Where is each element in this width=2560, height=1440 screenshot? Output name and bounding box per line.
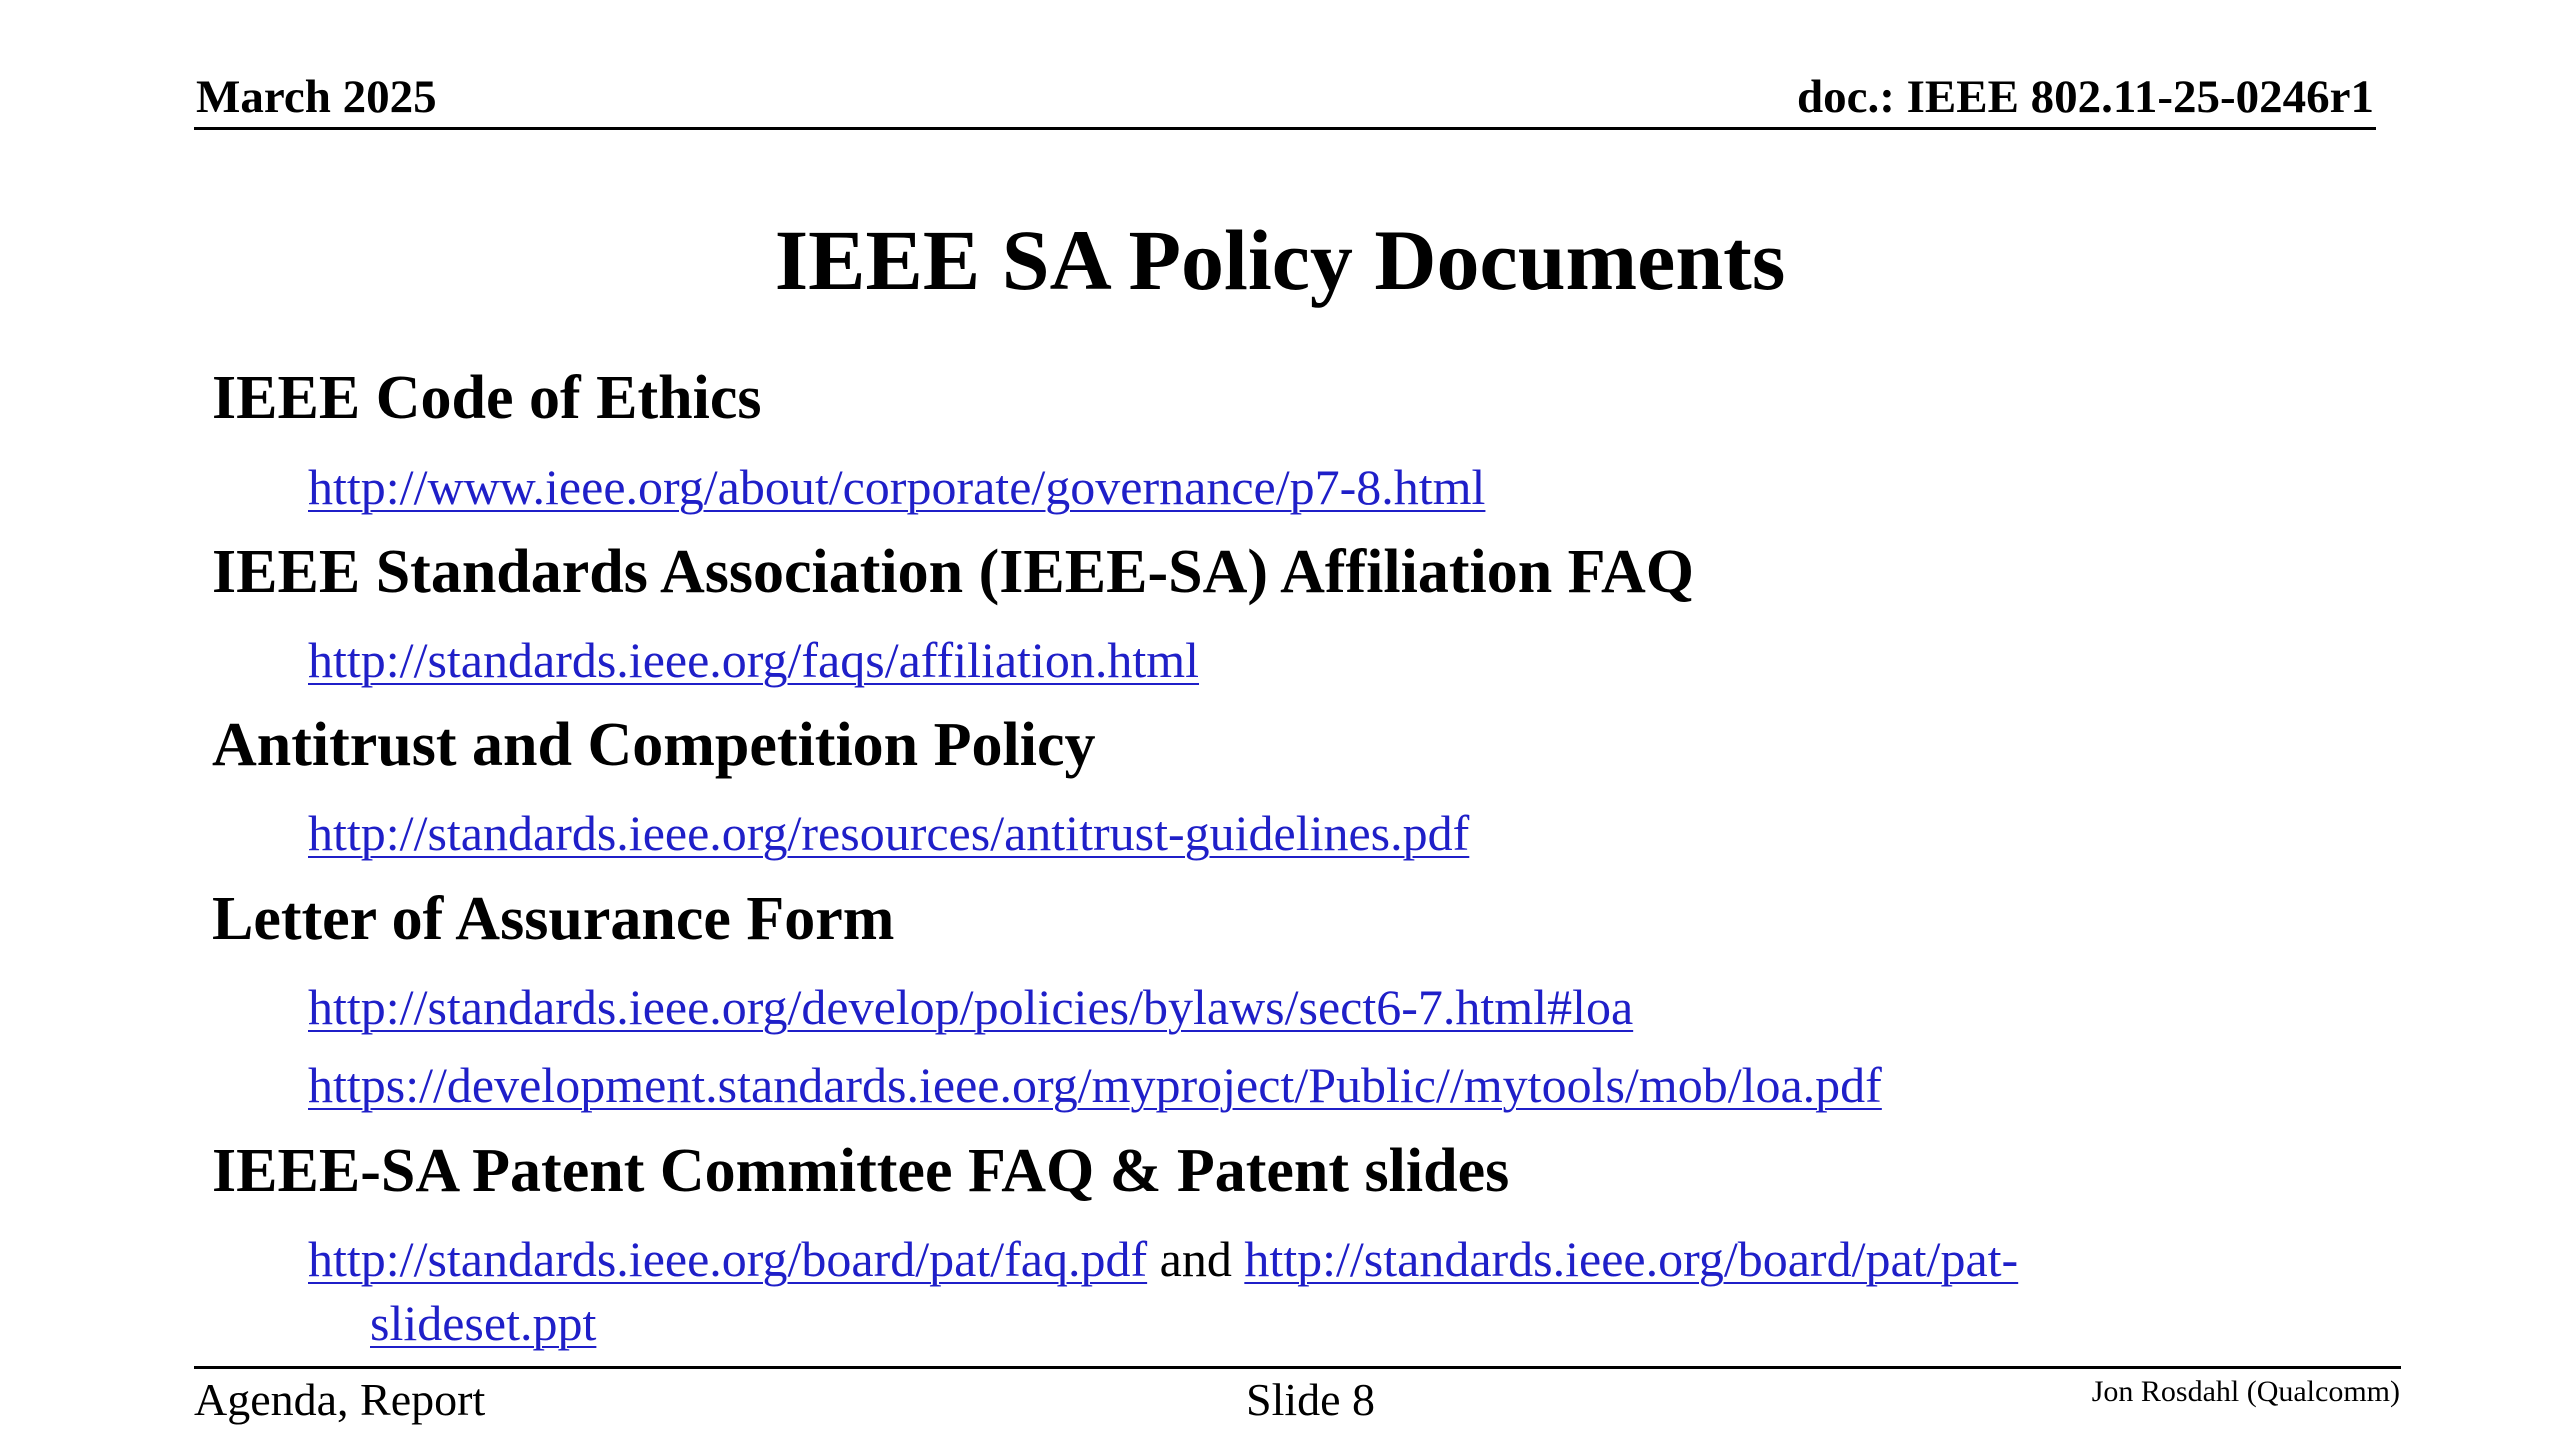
link-line-patent: [308, 1230, 2018, 1288]
link-line-antitrust: [308, 804, 1469, 862]
header-divider: [194, 127, 2376, 130]
link-loa-pdf[interactable]: https://development.standards.ieee.org/myproject/Public//mytools/mob/loa.pdf: [308, 1057, 1882, 1113]
link-line-code-of-ethics: [308, 458, 1485, 516]
link-affiliation-faq[interactable]: http://standards.ieee.org/faqs/affiliation.html: [308, 632, 1200, 688]
link-line-loa-bylaws: [308, 978, 1633, 1036]
footer-left: Agenda, Report: [194, 1374, 486, 1425]
section-heading-antitrust: Antitrust and Competition Policy: [212, 711, 1096, 779]
slide-title: IEEE SA Policy Documents: [774, 212, 1786, 308]
footer-author: Jon Rosdahl (Qualcomm): [2091, 1375, 2400, 1408]
section-heading-letter-of-assurance: Letter of Assurance Form: [212, 885, 895, 953]
link-patent-slides-continued[interactable]: slideset.ppt: [370, 1295, 597, 1351]
link-loa-bylaws[interactable]: http://standards.ieee.org/develop/policies/bylaws/sect6-7.html#loa: [308, 979, 1634, 1035]
link-line-loa-pdf: [308, 1056, 1882, 1114]
link-patent-faq[interactable]: http://standards.ieee.org/board/pat/faq.pdf: [308, 1231, 1148, 1287]
section-heading-code-of-ethics: IEEE Code of Ethics: [212, 364, 762, 432]
header-date: March 2025: [196, 71, 437, 123]
header-doc-id: doc.: IEEE 802.11-25-0246r1: [1796, 71, 2374, 123]
link-patent-slides[interactable]: http://standards.ieee.org/board/pat/pat-: [1244, 1231, 2019, 1287]
link-code-of-ethics[interactable]: http://www.ieee.org/about/corporate/governance/p7-8.html: [308, 459, 1486, 515]
footer-slide-number: Slide 8: [1246, 1374, 1376, 1425]
link-antitrust-guidelines[interactable]: http://standards.ieee.org/resources/antitrust-guidelines.pdf: [308, 805, 1470, 861]
link-line-affiliation-faq: [308, 631, 1199, 689]
section-heading-affiliation-faq: IEEE Standards Association (IEEE-SA) Affiliation FAQ: [212, 538, 1694, 606]
link-line-patent-continued: [370, 1294, 596, 1352]
section-heading-patent: IEEE-SA Patent Committee FAQ & Patent slides: [212, 1137, 1510, 1205]
link-connector-text: and: [1147, 1231, 1245, 1287]
footer-divider: [194, 1366, 2401, 1369]
